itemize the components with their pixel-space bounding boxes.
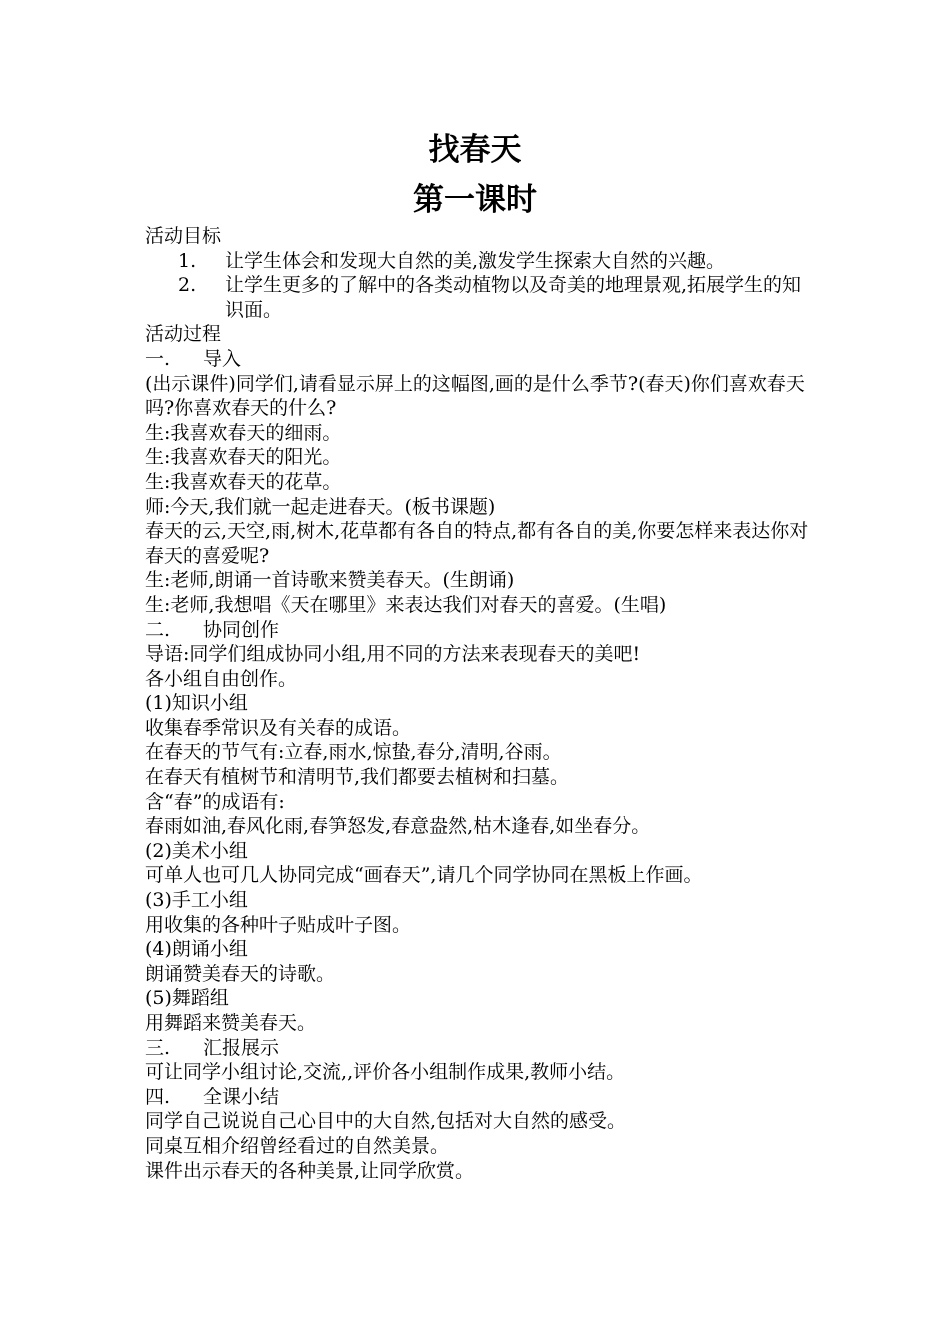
paragraph: 收集春季常识及有关春的成语。 [145,716,412,739]
paragraph: 用舞蹈来赞美春天。 [145,1012,317,1034]
paragraph: 师:今天,我们就一起走进春天。(板书课题) [145,495,496,518]
section-title: 汇报展示 [203,1036,280,1059]
paragraph: 在春天的节气有:立春,雨水,惊蛰,春分,清明,谷雨。 [145,741,562,764]
section-title: 协同创作 [203,618,280,641]
section-heading [145,618,825,643]
section-title: 导入 [203,347,242,370]
goal-number: 1. [178,249,197,272]
subgroup-heading: (5)舞蹈组 [145,987,229,1010]
process-heading: 活动过程 [145,323,222,346]
subgroup-heading: (4)朗诵小组 [145,938,248,961]
goal-text: 让学生体会和发现大自然的美,激发学生探索大自然的兴趣。 [225,249,726,272]
paragraph: 导语:同学们组成协同小组,用不同的方法来表现春天的美吧! [145,643,641,666]
section-heading [145,347,825,372]
paragraph: 含“春”的成语有: [145,790,285,813]
paragraph: 可让同学小组讨论,交流,,评价各小组制作成果,教师小结。 [145,1061,626,1084]
section-number: 三. [145,1036,171,1059]
paragraph: 课件出示春天的各种美景,让同学欣赏。 [145,1159,475,1182]
goal-item [145,273,825,322]
section-heading [145,1036,825,1061]
paragraph: 同桌互相介绍曾经看过的自然美景。 [145,1134,450,1157]
paragraph: 生:我喜欢春天的阳光。 [145,446,342,469]
paragraph: 朗诵赞美春天的诗歌。 [145,962,336,985]
section-heading [145,1085,825,1110]
section-title: 全课小结 [203,1085,280,1108]
document-body [145,224,825,1183]
paragraph: (出示课件)同学们,请看显示屏上的这幅图,画的是什么季节?(春天)你们喜欢春天吗?你喜欢春天的什么? [145,372,805,420]
section-number: 四. [145,1085,171,1108]
page-subtitle: 第一课时 [413,182,537,218]
goal-number: 2. [178,274,197,297]
paragraph: 各小组自由创作。 [145,667,298,690]
subgroup-heading: (2)美术小组 [145,839,248,862]
paragraph: 用收集的各种叶子贴成叶子图。 [145,913,412,936]
paragraph: 春天的云,天空,雨,树木,花草都有各自的特点,都有各自的美,你要怎样来表达你对春天的喜爱呢? [145,520,809,567]
paragraph: 同学自己说说自己心目中的大自然,包括对大自然的感受。 [145,1110,627,1133]
paragraph: 可单人也可几人协同完成“画春天”,请几个同学协同在黑板上作画。 [145,864,703,887]
subgroup-heading: (3)手工小组 [145,889,248,912]
paragraph: 生:老师,我想唱《天在哪里》来表达我们对春天的喜爱。(生唱) [145,593,667,616]
paragraph: 生:我喜欢春天的花草。 [145,470,342,493]
paragraph: 在春天有植树节和清明节,我们都要去植树和扫墓。 [145,766,570,789]
goal-text: 让学生更多的了解中的各类动植物以及奇美的地理景观,拓展学生的知识面。 [225,274,802,321]
goals-heading: 活动目标 [145,225,222,247]
paragraph: 生:我喜欢春天的细雨。 [145,421,342,444]
paragraph: 生:老师,朗诵一首诗歌来赞美春天。(生朗诵) [145,569,515,592]
goal-item [145,249,825,274]
page-title: 找春天 [428,132,522,168]
subgroup-heading: (1)知识小组 [145,692,248,715]
paragraph: 春雨如油,春风化雨,春笋怒发,春意盎然,枯木逢春,如坐春分。 [145,815,651,838]
section-number: 一. [145,347,171,370]
section-number: 二. [145,618,171,641]
